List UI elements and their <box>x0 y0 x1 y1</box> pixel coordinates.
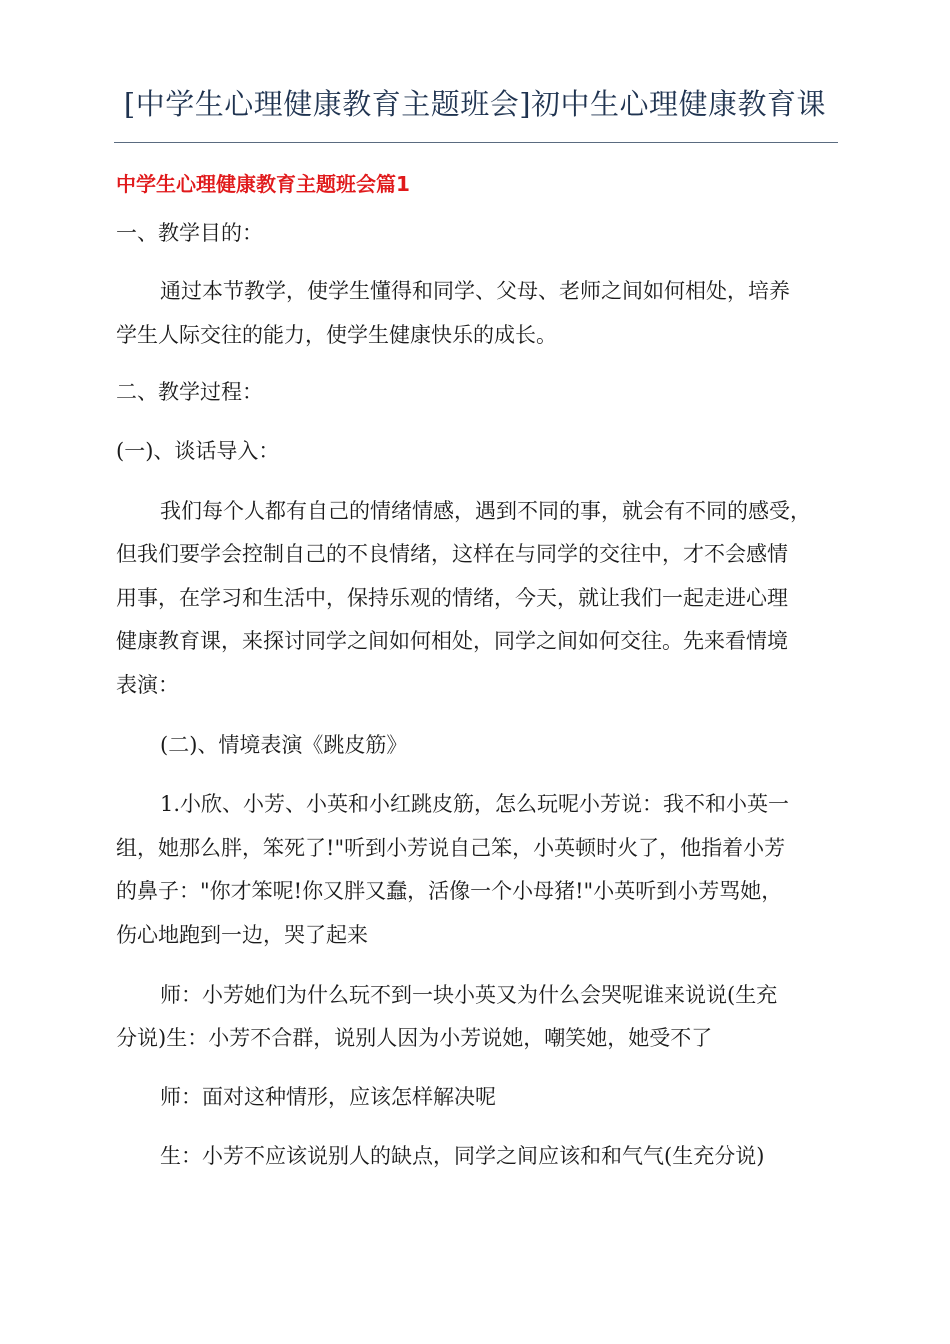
paragraph-line: 用事，在学习和生活中，保持乐观的情绪，今天，就让我们一起走进心理 <box>116 586 788 610</box>
section-heading: 中学生心理健康教育主题班会篇1 <box>116 172 410 196</box>
document-title: [中学生心理健康教育主题班会]初中生心理健康教育课 <box>123 87 827 121</box>
paragraph-line: 但我们要学会控制自己的不良情绪，这样在与同学的交往中，才不会感情 <box>116 542 788 566</box>
paragraph-line: 伤心地跑到一边，哭了起来 <box>116 923 368 947</box>
paragraph-line: (二)、情境表演《跳皮筋》 <box>160 733 408 757</box>
paragraph-line: 二、教学过程： <box>116 380 263 404</box>
paragraph-line: 健康教育课，来探讨同学之间如何相处，同学之间如何交往。先来看情境 <box>116 629 788 653</box>
paragraph-line: 师：小芳她们为什么玩不到一块小英又为什么会哭呢谁来说说(生充 <box>160 983 778 1007</box>
paragraph-line: 生：小芳不应该说别人的缺点，同学之间应该和和气气(生充分说) <box>160 1144 765 1168</box>
paragraph-line: 1.小欣、小芳、小英和小红跳皮筋，怎么玩呢小芳说：我不和小英一 <box>160 792 790 816</box>
paragraph-line: 分说)生：小芳不合群，说别人因为小芳说她，嘲笑她，她受不了 <box>116 1026 713 1050</box>
paragraph-line: 我们每个人都有自己的情绪情感，遇到不同的事，就会有不同的感受， <box>160 499 811 523</box>
paragraph-line: 学生人际交往的能力，使学生健康快乐的成长。 <box>116 323 557 347</box>
paragraph-line: 表演： <box>116 673 179 697</box>
paragraph-line: 通过本节教学，使学生懂得和同学、父母、老师之间如何相处，培养 <box>160 279 790 303</box>
paragraph-line: 的鼻子："你才笨呢!你又胖又蠢，活像一个小母猪!"小英听到小芳骂她， <box>116 879 783 903</box>
paragraph-line: 师：面对这种情形，应该怎样解决呢 <box>160 1085 496 1109</box>
paragraph-line: 一、教学目的： <box>116 221 263 245</box>
title-divider <box>114 142 838 143</box>
paragraph-line: (一)、谈话导入： <box>116 439 280 463</box>
paragraph-line: 组，她那么胖，笨死了!"听到小芳说自己笨，小英顿时火了，他指着小芳 <box>116 836 786 860</box>
